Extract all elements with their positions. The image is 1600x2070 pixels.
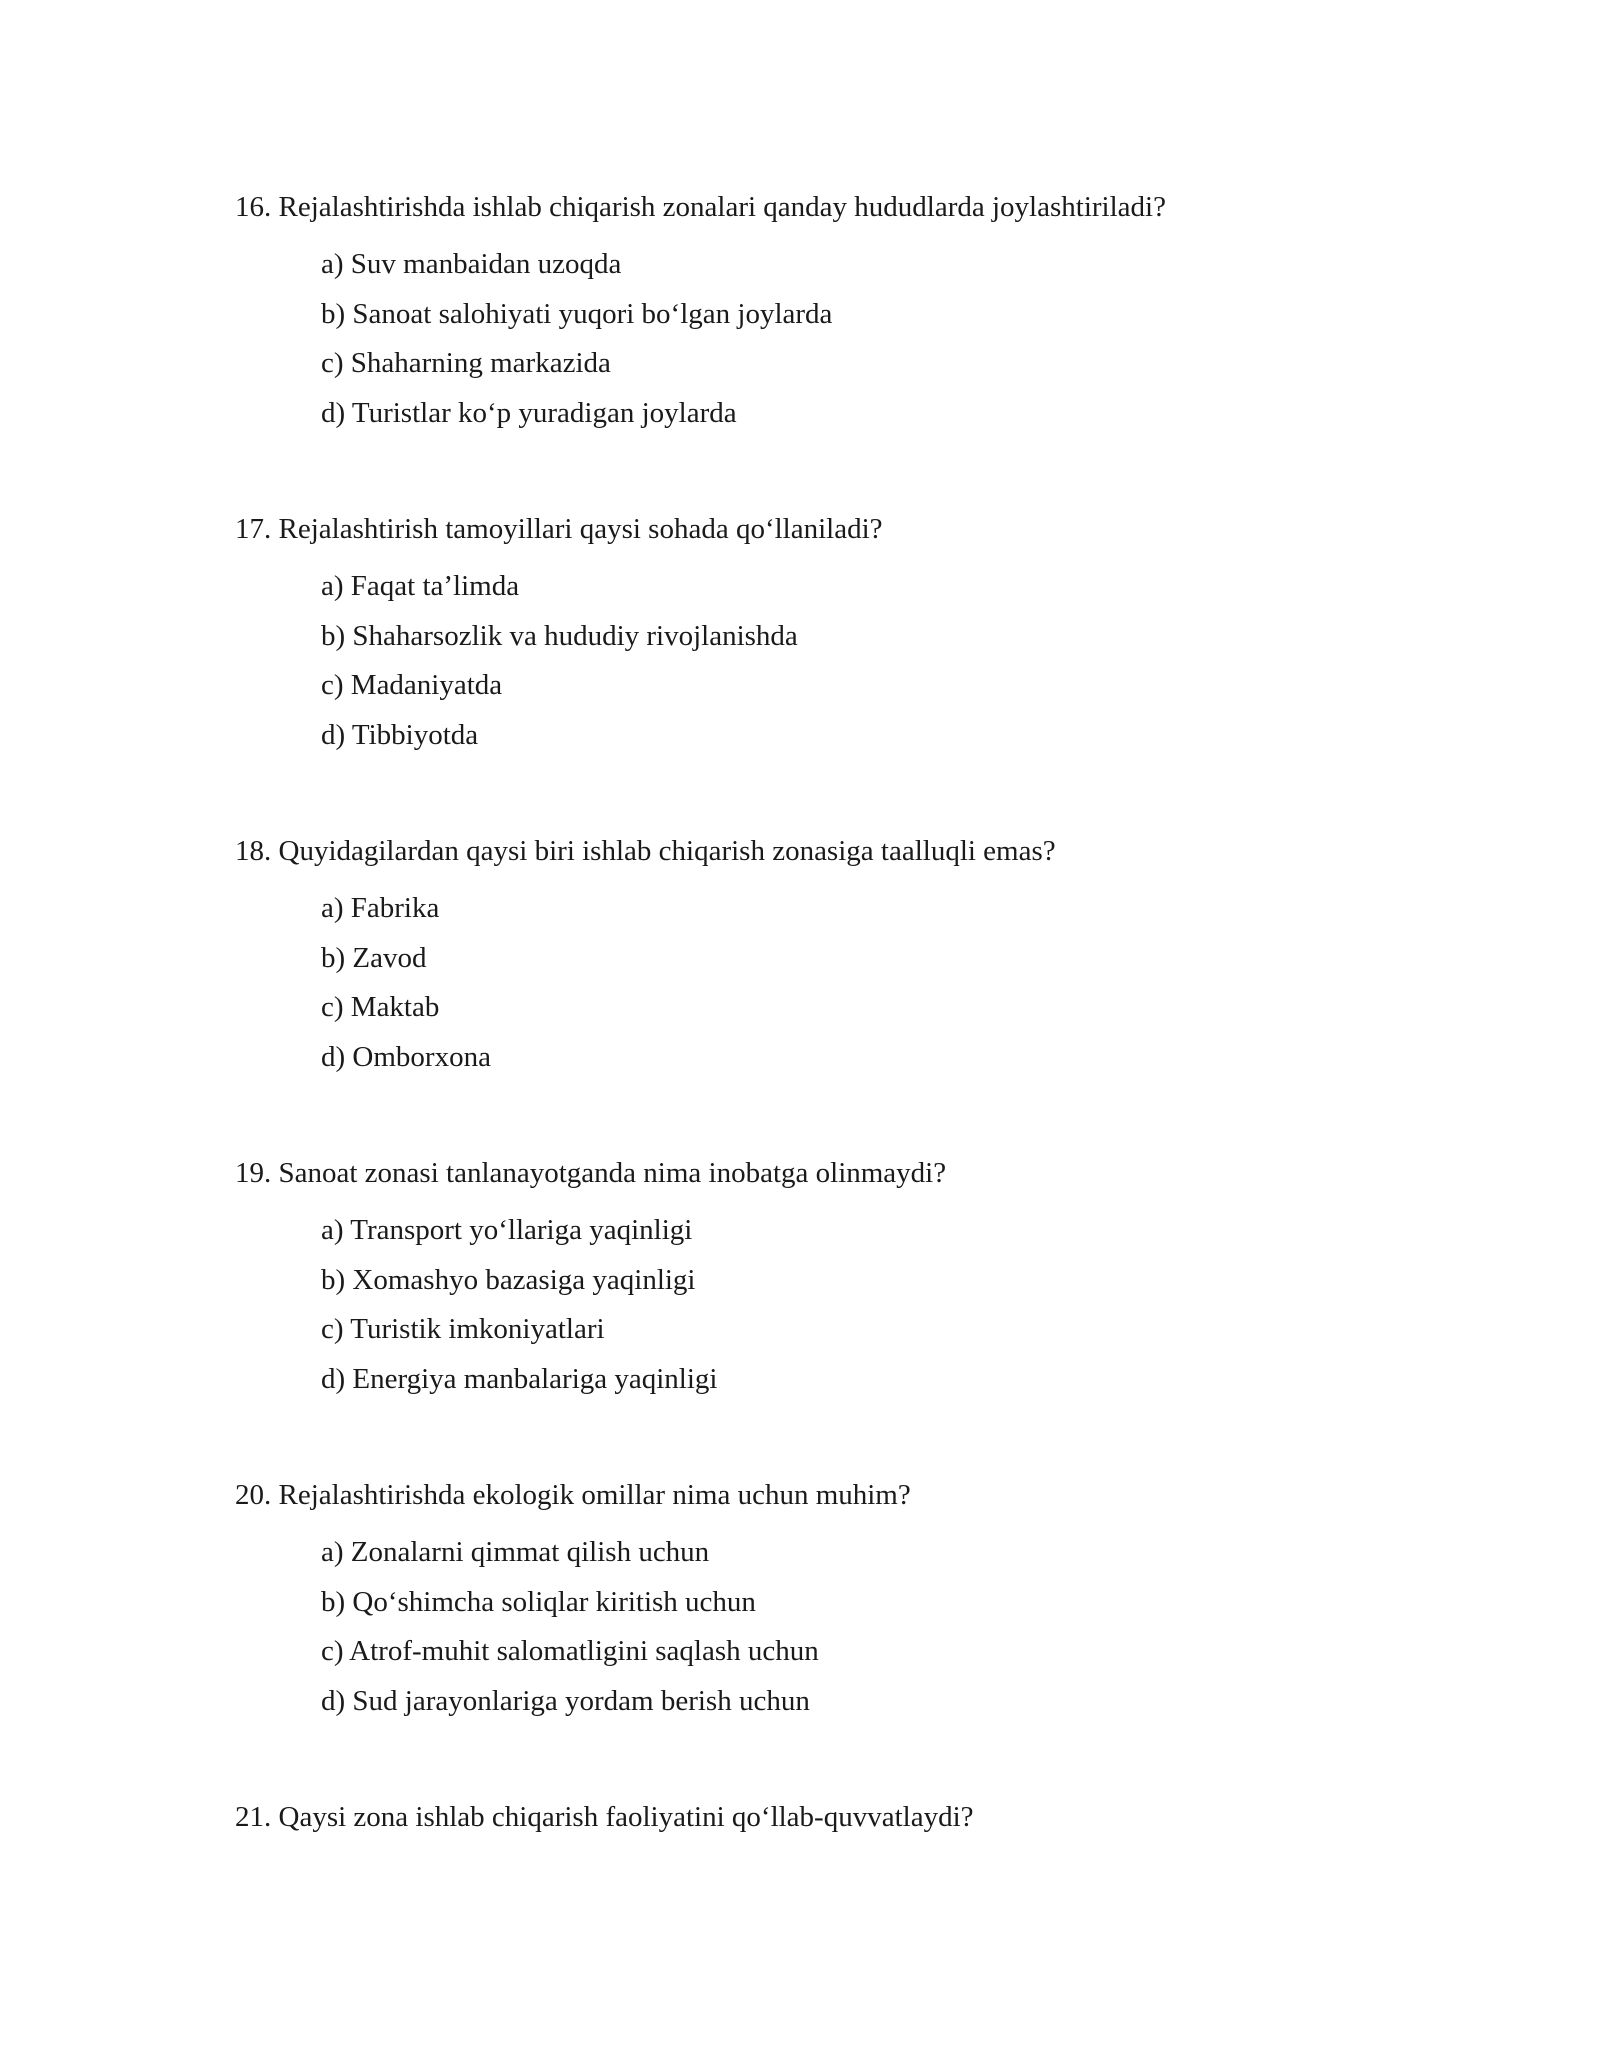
question-text: 20. Rejalashtirishda ekologik omillar nima uchun muhim? (235, 1479, 911, 1511)
answer-options (321, 1212, 1435, 1410)
question-18 (235, 833, 1435, 1088)
option-c: c) Madaniyatda (321, 669, 503, 701)
answer-options (321, 1534, 1435, 1732)
question-19 (235, 1155, 1435, 1410)
option-d: d) Omborxona (321, 1040, 491, 1073)
option-d: d) Energiya manbalariga yaqinligi (321, 1362, 718, 1395)
option-d: d) Turistlar ko‘p yuradigan joylarda (321, 396, 737, 429)
option-d: d) Tibbiyotda (321, 718, 479, 751)
option-c: c) Atrof-muhit salomatligini saqlash uchun (321, 1635, 819, 1667)
option-a: a) Fabrika (321, 892, 440, 924)
option-b: b) Sanoat salohiyati yuqori bo‘lgan joylarda (321, 297, 833, 330)
option-b: b) Qo‘shimcha soliqlar kiritish uchun (321, 1585, 756, 1618)
answer-options (321, 890, 1435, 1088)
question-text: 17. Rejalashtirish tamoyillari qaysi sohada qo‘llaniladi? (235, 513, 883, 545)
option-d: d) Sud jarayonlariga yordam berish uchun (321, 1684, 810, 1717)
option-c: c) Shaharning markazida (321, 347, 611, 379)
question-21 (235, 1799, 1435, 1835)
answer-options (321, 568, 1435, 766)
question-17 (235, 511, 1435, 766)
question-20 (235, 1477, 1435, 1732)
question-text: 21. Qaysi zona ishlab chiqarish faoliyatini qo‘llab-quvvatlaydi? (235, 1801, 974, 1833)
answer-options (321, 246, 1435, 444)
option-c: c) Turistik imkoniyatlari (321, 1313, 605, 1345)
option-b: b) Xomashyo bazasiga yaqinligi (321, 1263, 696, 1296)
option-a: a) Zonalarni qimmat qilish uchun (321, 1536, 710, 1568)
question-text: 19. Sanoat zonasi tanlanayotganda nima inobatga olinmaydi? (235, 1157, 947, 1189)
option-a: a) Faqat ta’limda (321, 570, 520, 602)
question-16 (235, 189, 1435, 444)
option-a: a) Suv manbaidan uzoqda (321, 248, 622, 280)
question-text: 16. Rejalashtirishda ishlab chiqarish zonalari qanday hududlarda joylashtiriladi? (235, 191, 1166, 223)
option-b: b) Shaharsozlik va hududiy rivojlanishda (321, 619, 798, 652)
option-b: b) Zavod (321, 941, 427, 974)
option-a: a) Transport yo‘llariga yaqinligi (321, 1214, 693, 1246)
option-c: c) Maktab (321, 991, 440, 1023)
question-text: 18. Quyidagilardan qaysi biri ishlab chiqarish zonasiga taalluqli emas? (235, 835, 1056, 867)
